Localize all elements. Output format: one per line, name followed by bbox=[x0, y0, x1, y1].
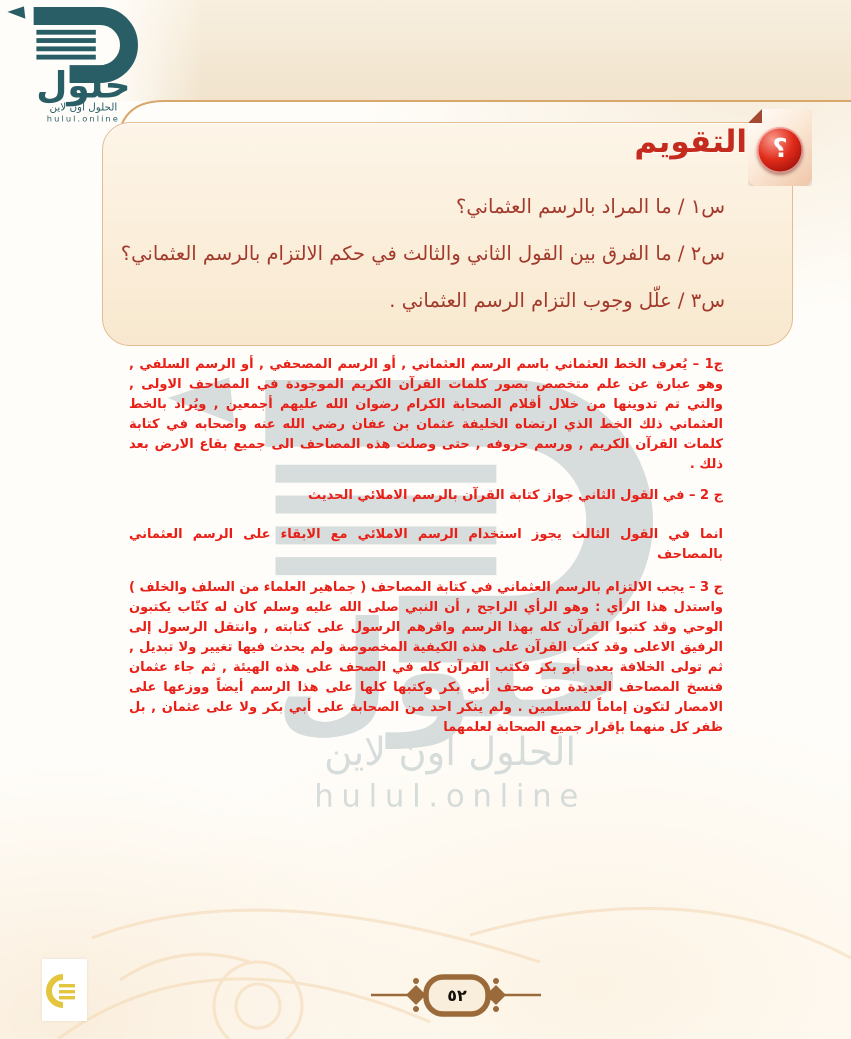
mini-logo-icon bbox=[46, 974, 80, 1008]
answer-3 bbox=[129, 578, 723, 738]
question-3: س٣ / علّل وجوب التزام الرسم العثماني . bbox=[389, 289, 725, 312]
folded-corner-icon bbox=[748, 109, 762, 123]
answer-2-line-2: انما في القول الثالث يجوز استخدام الرسم الاملائي مع الابقاء على الرسم العثماني بالمصاحف bbox=[129, 527, 723, 562]
question-mark-icon: ؟ bbox=[757, 127, 803, 173]
question-2: س٢ / ما الفرق بين القول الثاني والثالث في حكم الالتزام بالرسم العثماني؟ bbox=[120, 242, 725, 265]
top-beige-band bbox=[112, 0, 851, 101]
book-pencil-logo-icon bbox=[6, 2, 158, 124]
answer-3-text: ج 3 – يجب الالتزام بالرسم العثماني في كتابة المصاحف ( جماهير العلماء من السلف والخلف ) واستدل هذا الرأي : وهو الرأي الراجح , أن النبي صلى الله عليه وسلم كان له كتّاب يكتبون الوحي وقد كتبوا القرآن كله بهذا الرسم واقرهم الرسول على كتابته , وانتقل الرسول إلى الرفيق الاعلى وقد كتب القرآن على هذه الكيفية المخصوصة ولم يحدث فيها تغيير ولا تبديل , ثم تولى الخلافة بعده أبو بكر فكتب القرآن كله في الصحف على هذه الهيئة , ثم جاء عثمان فنسخ المصاحف العديدة من صحف أبي بكر وكتبها كلها على هذا الرسم أيضاً ووزعها على الامصار لتكون إماماً للمسلمين . ولم ينكر احد من الصحابة على أبي بكر ولا على عثمان , بل ظفر كل منهما بإقرار جميع الصحابة لعلمهما bbox=[128, 580, 723, 735]
page-number-ornament bbox=[368, 971, 544, 1019]
answer-2 bbox=[129, 486, 723, 565]
answer-1 bbox=[129, 355, 723, 475]
question-list bbox=[120, 183, 725, 324]
question-1: س١ / ما المراد بالرسم العثماني؟ bbox=[455, 195, 725, 218]
answer-2-line-1: ج 2 – في القول الثاني جواز كتابة القرآن بالرسم الاملائي الحديث bbox=[307, 488, 723, 503]
page-number: ٥٢ bbox=[447, 986, 467, 1005]
evaluation-title: التقويم bbox=[634, 124, 747, 160]
answer-1-text: ج1 – يُعرف الخط العثماني باسم الرسم العثماني , أو الرسم المصحفي , أو الرسم السلفي , وهو عبارة عن علم متخصص بصور كلمات القرآن الكريم الموجودة في المصاحف الاولى , والتي تم تدوينها من خلال أقلام الصحابة الكرام رضوان الله عليهم أجمعين , ويُراد بالخط العثماني ذلك الخط الذي ارتضاه الخليفة عثمان بن عفان رضي الله عنه واصحابه في كتابة كلمات القرآن الكريم , ورسم حروفه , حتى وصلت هذه المصاحف الى جميع بقاع الارض بعد ذلك . bbox=[129, 357, 723, 472]
